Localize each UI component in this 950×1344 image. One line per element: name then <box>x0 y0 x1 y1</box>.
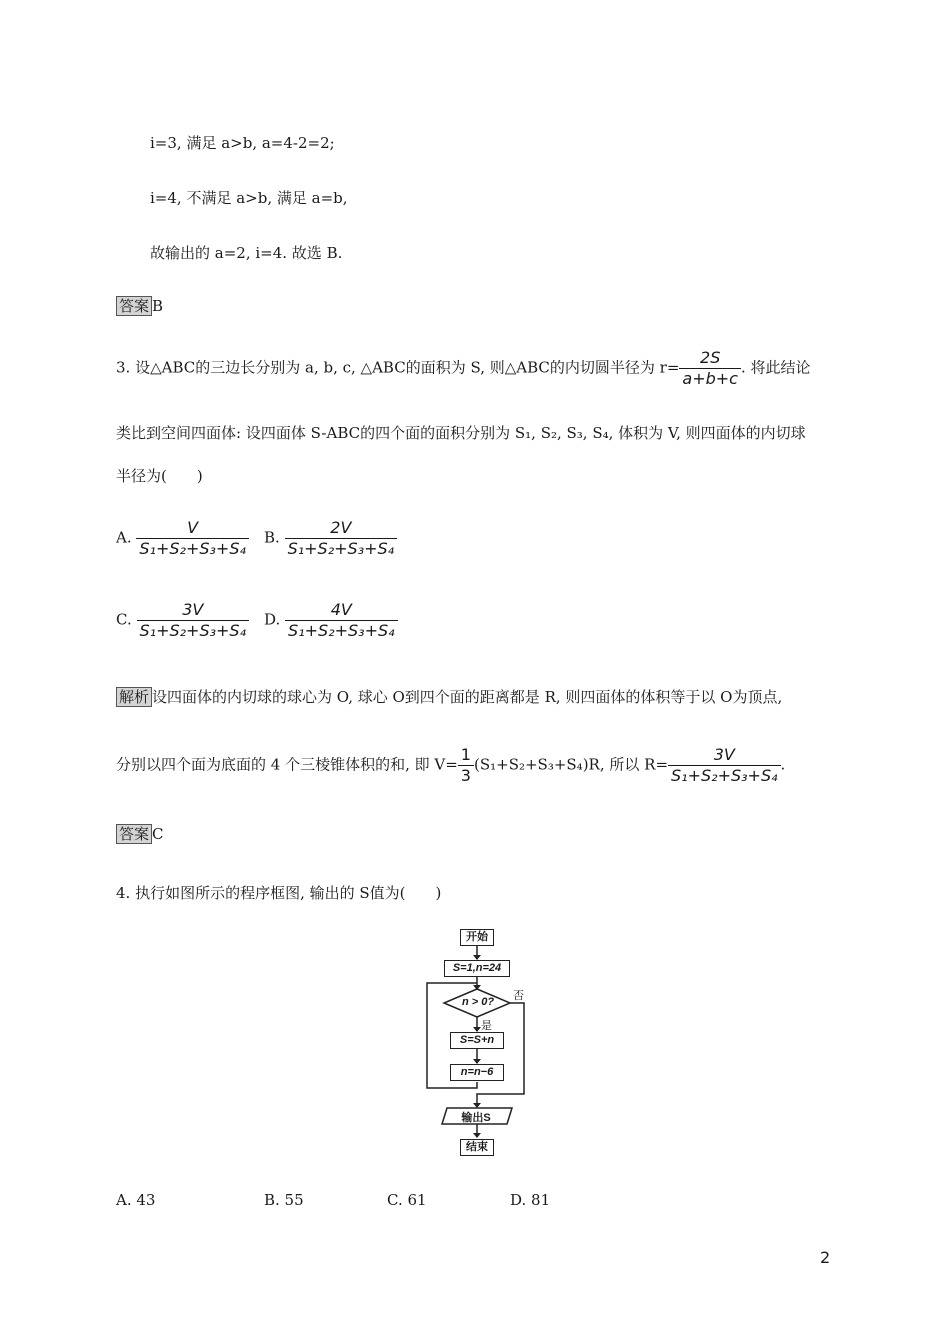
option-label: B. <box>264 528 280 547</box>
r-numerator: 2S <box>679 348 741 369</box>
r-fraction <box>679 348 741 389</box>
option-c-fraction <box>137 600 250 641</box>
result-numerator: 3V <box>668 745 781 766</box>
flowchart <box>420 925 540 1160</box>
option-b-numerator: 2V <box>285 518 398 539</box>
option-d-fraction <box>285 600 398 641</box>
flowchart-condition: n > 0? <box>461 996 495 1008</box>
solution-line-2: i=4, 不满足 a>b, 满足 a=b, <box>150 189 348 207</box>
option-b-denominator: S₁+S₂+S₃+S₄ <box>287 539 395 558</box>
option-a-numerator: V <box>136 518 249 539</box>
flowchart-no-label: 否 <box>513 990 524 1002</box>
analysis-line-2 <box>116 745 785 786</box>
answer-tag: 答案 <box>116 296 152 316</box>
analysis-tag: 解析 <box>116 687 152 707</box>
option-d-denominator: S₁+S₂+S₃+S₄ <box>288 621 395 640</box>
analysis-text-2a: 分别以四个面为底面的 4 个三棱锥体积的和, 即 V= <box>116 755 458 774</box>
flowchart-end: 结束 <box>460 1139 494 1156</box>
option-b-fraction <box>285 518 398 559</box>
answer-prev <box>116 296 163 316</box>
q4-option-b: B. 55 <box>264 1191 304 1209</box>
option-label: A. <box>116 528 132 547</box>
solution-line-3: 故输出的 a=2, i=4. 故选 B. <box>150 244 343 262</box>
flowchart-yes-label: 是 <box>481 1020 492 1032</box>
r-denominator: a+b+c <box>682 369 738 388</box>
one-third-denominator: 3 <box>460 766 471 785</box>
answer-tag: 答案 <box>116 824 152 844</box>
q4-option-c: C. 61 <box>387 1191 427 1209</box>
q3-option-a <box>116 518 249 559</box>
one-third-fraction <box>458 745 474 786</box>
analysis-text-2b: (S₁+S₂+S₃+S₄)R, 所以 R= <box>473 755 669 774</box>
page-number: 2 <box>820 1248 831 1267</box>
q3-line-3: 半径为( ) <box>116 467 203 485</box>
q3-option-b <box>264 518 397 559</box>
option-label: C. <box>116 610 132 629</box>
option-c-numerator: 3V <box>137 600 250 621</box>
option-a-denominator: S₁+S₂+S₃+S₄ <box>139 539 246 558</box>
solution-line-1: i=3, 满足 a>b, a=4-2=2; <box>150 134 335 152</box>
option-c-denominator: S₁+S₂+S₃+S₄ <box>139 621 246 640</box>
q3-intro-end: . 将此结论 <box>740 358 811 377</box>
analysis-text-1: 设四面体的内切球的球心为 O, 球心 O到四个面的距离都是 R, 则四面体的体积等于以 O为顶点, <box>152 688 783 706</box>
q4-option-a: A. 43 <box>116 1191 156 1209</box>
q3-intro <box>116 348 811 389</box>
option-label: D. <box>264 610 281 629</box>
answer-value: C <box>152 825 164 843</box>
flowchart-output: 输出S <box>461 1112 491 1124</box>
q3-line-2: 类比到空间四面体: 设四面体 S-ABC的四个面的面积分别为 S₁, S₂, S₃, S₄, 体积为 V, 则四面体的内切球 <box>116 424 806 442</box>
flowchart-init: S=1,n=24 <box>444 960 510 977</box>
q3-option-d <box>264 600 398 641</box>
q3-option-c <box>116 600 249 641</box>
answer-value: B <box>152 297 164 315</box>
flowchart-step-decrement: n=n−6 <box>450 1064 504 1081</box>
analysis-line-1 <box>116 686 782 707</box>
q3-intro-text: 3. 设△ABC的三边长分别为 a, b, c, △ABC的面积为 S, 则△ABC的内切圆半径为 r= <box>116 358 680 377</box>
option-d-numerator: 4V <box>285 600 398 621</box>
analysis-text-2-end: . <box>780 755 786 774</box>
one-third-numerator: 1 <box>458 745 474 766</box>
result-denominator: S₁+S₂+S₃+S₄ <box>671 766 778 785</box>
result-fraction <box>668 745 781 786</box>
q4-option-d: D. 81 <box>510 1191 551 1209</box>
flowchart-step-sum: S=S+n <box>450 1032 504 1049</box>
q4-text: 4. 执行如图所示的程序框图, 输出的 S值为( ) <box>116 884 442 902</box>
answer-3 <box>116 824 164 844</box>
option-a-fraction <box>136 518 249 559</box>
flowchart-start: 开始 <box>460 929 494 946</box>
